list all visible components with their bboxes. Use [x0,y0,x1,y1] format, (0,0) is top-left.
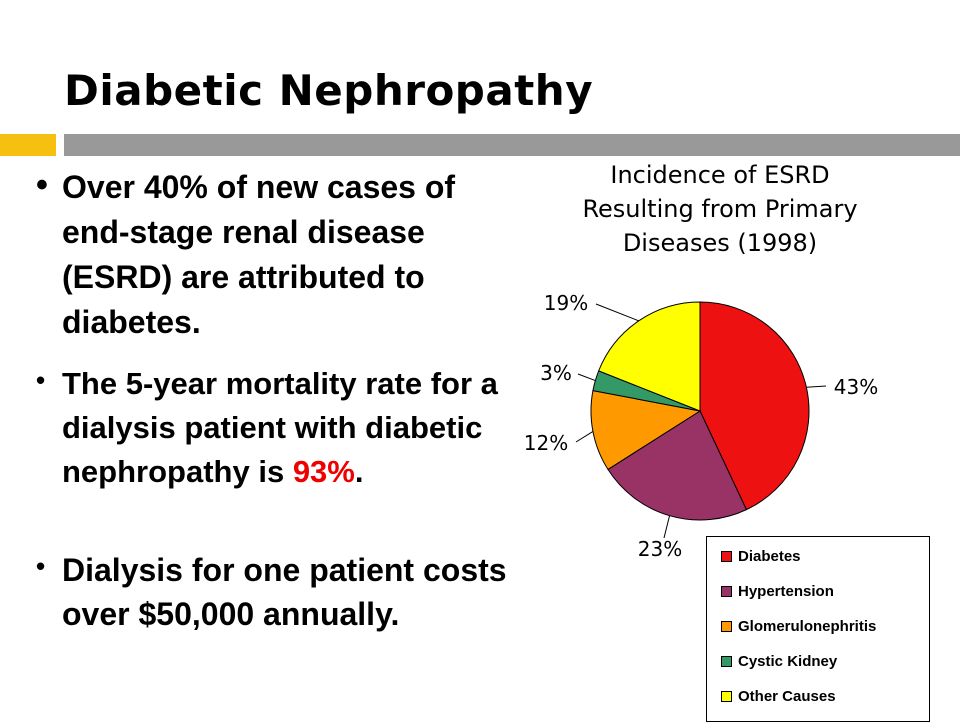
bullet-dialysis-cost [36,548,526,636]
legend-swatch [721,551,732,562]
leader-line [806,386,826,387]
legend-item-glomerulonephritis [721,615,876,637]
mortality-rate-stat: 93% [292,454,355,489]
bullet-dot: • [36,365,46,395]
legend-swatch [721,691,732,702]
chart-title-line-1: Incidence of ESRD [610,161,830,189]
chart-title-line-2: Resulting from Primary [582,195,858,223]
bullet-text: Over 40% of new cases of end-stage renal disease (ESRD) are attributed to diabetes. [62,169,456,340]
legend-label: Hypertension [738,582,834,600]
bullet-mortality-rate [36,362,526,494]
leader-line [578,374,595,381]
legend-label: Glomerulonephritis [738,617,877,635]
bullet-text [36,362,526,494]
legend-item-cystic-kidney [721,650,837,672]
title-rule-accent [0,134,56,156]
slice-label-glomerulonephritis: 12% [523,431,569,455]
slice-label-hypertension: 23% [637,537,683,561]
bullet-esrd-cases [36,165,526,345]
legend-swatch [721,621,732,632]
slice-label-cystic-kidney: 3% [540,361,572,385]
legend-label: Diabetes [738,547,801,565]
legend-item-hypertension [721,580,834,602]
slice-label-other-causes: 19% [543,291,589,315]
esrd-pie-chart [520,150,960,720]
chart-title-line-3: Diseases (1998) [622,229,818,257]
leader-line [596,304,639,321]
chart-legend [706,536,930,722]
leader-line [576,431,593,442]
bullet-text: Dialysis for one patient costs over $50,000 annually. [62,552,507,632]
slice-label-diabetes: 43% [833,375,879,399]
bullet-dot: • [36,551,46,581]
legend-swatch [721,656,732,667]
bullet-text-lead: The 5-year mortality rate for a dialysis patient with diabetic nephropathy is [62,366,498,489]
legend-label: Other Causes [738,687,836,705]
legend-item-other-causes [721,685,836,707]
bullet-dot: • [36,166,48,204]
leader-line [664,516,670,538]
legend-item-diabetes [721,545,801,567]
slide-title: Diabetic Nephropathy [64,66,594,115]
legend-label: Cystic Kidney [738,652,838,670]
legend-swatch [721,586,732,597]
bullet-text-tail: . [354,454,364,489]
